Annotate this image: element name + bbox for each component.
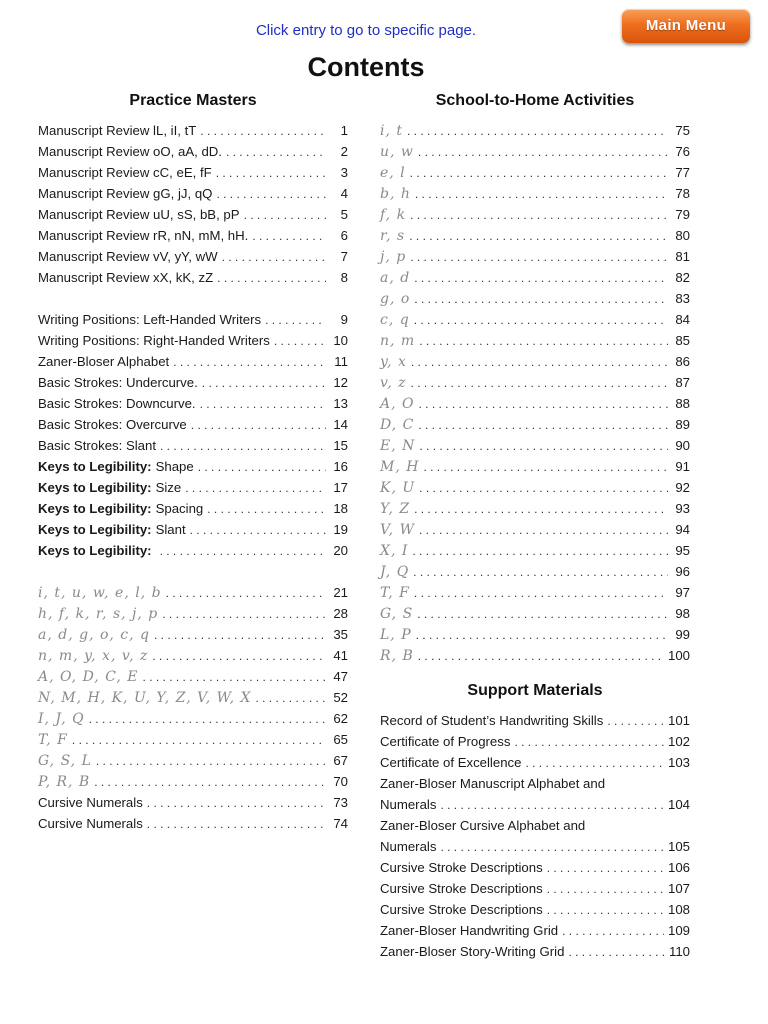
dot-leader [94,772,326,793]
toc-entry[interactable] [380,878,690,899]
entry-label [38,498,203,519]
entry-label: I, J, Q [38,711,85,727]
entry-page-number: 10 [333,333,348,348]
dot-leader [166,583,326,604]
entry-label: i, t, u, w, e, l, b [38,585,162,601]
entry-label-prefix: Keys to Legibility: [38,480,152,495]
toc-entry[interactable] [38,813,348,834]
entry-label: J, Q [380,564,410,580]
school-home-column [380,90,690,962]
toc-entry[interactable] [380,456,690,477]
entry-label: a, d, g, o, c, q [38,627,151,643]
dot-leader [419,436,668,457]
dot-leader [185,478,326,499]
entry-page-number: 92 [675,480,690,495]
dot-leader [412,541,668,562]
entry-label: Cursive Numerals [38,795,143,810]
entry-label: R, B [380,648,414,664]
entry-page-number: 101 [667,713,690,728]
entry-page-number: 109 [667,923,690,938]
entry-label: L, P [380,627,412,643]
entry-label: V, W [380,522,415,538]
toc-entry[interactable] [38,225,348,246]
dot-leader [160,541,326,562]
entry-label: Manuscript Review oO, aA, dD. [38,144,222,159]
toc-entry[interactable] [38,162,348,183]
entry-label: Zaner-Bloser Alphabet [38,354,170,369]
dot-leader [222,247,326,268]
entry-label: Manuscript Review gG, jJ, qQ [38,186,213,201]
entry-label: Cursive Stroke Descriptions [380,860,543,875]
toc-entry[interactable] [38,750,348,771]
entry-page-number: 1 [340,123,348,138]
entry-label: Basic Strokes: Undercurve. [38,375,198,390]
entry-label: a, d [380,270,411,286]
entry-label: A, O [380,396,415,412]
entry-label: i, t [380,123,404,139]
entry-page-number: 83 [675,291,690,306]
dot-leader [419,331,668,352]
toc-entry[interactable] [38,708,348,729]
dot-leader [414,268,668,289]
entry-label: Writing Positions: Left-Handed Writers [38,312,262,327]
dot-leader [419,394,669,415]
entry-page-number: 103 [667,755,690,770]
toc-entry[interactable] [380,731,690,752]
entry-label: Basic Strokes: Slant [38,438,157,453]
toc-entry[interactable] [380,414,690,435]
entry-page-number: 95 [675,543,690,558]
entry-page-number: 102 [667,734,690,749]
entry-page-number: 7 [340,249,348,264]
entry-label: c, q [380,312,410,328]
dot-leader [419,520,668,541]
entry-page-number: 78 [675,186,690,201]
toc-entry[interactable] [38,141,348,162]
entry-page-number: 96 [675,564,690,579]
toc-entry[interactable] [38,267,348,288]
support-materials-heading: Support Materials [467,682,603,699]
entry-page-number: 65 [333,732,348,747]
entry-label: n, m, y, x, v, z [38,648,149,664]
dot-leader [207,499,326,520]
toc-entry[interactable] [380,941,690,962]
toc-entry[interactable] [38,687,348,708]
support-materials-list [380,710,690,962]
dot-leader [96,751,326,772]
entry-label: Manuscript Review rR, nN, mM, hH. [38,228,249,243]
entry-label: y, x [380,354,407,370]
dot-leader [423,457,668,478]
dot-leader [415,184,668,205]
entry-label-text: Slant [155,522,186,537]
entry-label: Zaner-Bloser Story-Writing Grid [380,944,565,959]
entry-page-number: 12 [333,375,348,390]
entry-label-prefix: Keys to Legibility: [38,501,152,516]
entry-page-number: 9 [340,312,348,327]
entry-page-number: 106 [667,860,690,875]
entry-page-number: 67 [333,753,348,768]
entry-page-number: 89 [675,417,690,432]
toc-entry[interactable] [380,372,690,393]
entry-label [38,456,194,477]
toc-entry[interactable] [38,414,348,435]
entry-page-number: 16 [333,459,348,474]
dot-leader [216,163,326,184]
entry-label: j, p [380,249,407,265]
dot-leader [440,795,664,816]
toc-entry[interactable] [380,519,690,540]
dot-leader [418,415,668,436]
dot-leader [411,352,668,373]
dot-leader [407,121,668,142]
dot-leader [547,858,664,879]
entry-label: Numerals [380,839,437,854]
toc-entry[interactable] [380,920,690,941]
dot-leader [411,373,668,394]
toc-entry[interactable] [38,330,348,351]
entry-label: u, w [380,144,414,160]
dot-leader [160,436,326,457]
entry-label: P, R, B [38,774,91,790]
toc-entry[interactable] [38,204,348,225]
dot-leader [414,289,668,310]
entry-page-number: 21 [333,585,348,600]
school-home-heading: School-to-Home Activities [435,92,635,109]
dot-leader [200,394,326,415]
toc-entry[interactable] [380,225,690,246]
entry-label: Certificate of Excellence [380,755,522,770]
entry-page-number: 105 [667,839,690,854]
toc-entry[interactable] [380,857,690,878]
dot-leader [216,184,326,205]
dot-leader [198,457,326,478]
toc-entry[interactable] [38,477,348,498]
entry-label: X, I [380,543,409,559]
toc-entry[interactable] [380,393,690,414]
toc-entry[interactable] [38,435,348,456]
toc-entry[interactable] [38,456,348,477]
entry-label: Manuscript Review xX, kK, zZ [38,270,214,285]
practice-masters-list [38,120,348,834]
entry-page-number: 19 [333,522,348,537]
main-menu-button[interactable]: Main Menu [622,9,750,43]
dot-leader [418,142,668,163]
entry-label: G, S [380,606,414,622]
entry-label: Numerals [380,797,437,812]
entry-page-number: 98 [675,606,690,621]
dot-leader [72,730,326,751]
entry-label: T, F [380,585,410,601]
entry-page-number: 15 [333,438,348,453]
dot-leader [410,163,668,184]
toc-entry[interactable] [380,204,690,225]
entry-label: h, f, k, r, s, j, p [38,606,159,622]
entry-label-prefix: Keys to Legibility: [38,522,152,537]
dot-leader [419,478,668,499]
entry-page-number: 76 [675,144,690,159]
toc-entry[interactable] [380,246,690,267]
entry-page-number: 47 [333,669,348,684]
dot-leader [410,247,668,268]
dot-leader [147,814,326,835]
toc-entry[interactable] [38,792,348,813]
toc-entry[interactable] [38,351,348,372]
entry-label: Cursive Stroke Descriptions [380,881,543,896]
toc-entry[interactable] [380,267,690,288]
dot-leader [568,942,665,963]
entry-page-number: 11 [334,354,348,369]
entry-page-number: 62 [333,711,348,726]
toc-entry[interactable] [380,899,690,920]
toc-entry[interactable] [380,582,690,603]
entry-label: Basic Strokes: Downcurve. [38,396,196,411]
toc-entry[interactable] [38,393,348,414]
dot-leader [244,205,326,226]
entry-page-number: 14 [333,417,348,432]
toc-entry[interactable] [380,120,690,141]
entry-label [38,477,181,498]
entry-label: Zaner-Bloser Handwriting Grid [380,923,559,938]
toc-entry[interactable] [38,603,348,624]
entry-label-text: Shape [155,459,194,474]
entry-label-line[interactable]: Zaner-Bloser Cursive Alphabet and [380,818,586,833]
dot-leader [413,562,668,583]
dot-leader [152,646,326,667]
dot-leader [547,900,664,921]
dot-leader [217,268,326,289]
entry-page-number: 86 [675,354,690,369]
entry-label-prefix: Keys to Legibility: [38,543,152,558]
toc-entry[interactable] [380,141,690,162]
toc-entry[interactable] [38,540,348,561]
entry-page-number: 99 [675,627,690,642]
entry-page-number: 94 [675,522,690,537]
entry-page-number: 88 [675,396,690,411]
toc-entry[interactable] [380,836,690,857]
toc-entry[interactable] [38,645,348,666]
dot-leader [200,121,326,142]
toc-entry[interactable] [380,794,690,815]
toc-entry[interactable] [380,561,690,582]
toc-entry[interactable] [38,183,348,204]
entry-page-number: 3 [340,165,348,180]
entry-page-number: 91 [675,459,690,474]
entry-label [38,519,186,540]
entry-page-number: 100 [667,648,690,663]
entry-page-number: 77 [675,165,690,180]
entry-label: Writing Positions: Right-Handed Writers [38,333,270,348]
toc-entry[interactable] [38,582,348,603]
entry-label: b, h [380,186,411,202]
entry-label-text: Spacing [155,501,204,516]
toc-entry[interactable] [380,435,690,456]
entry-page-number: 28 [333,606,348,621]
dot-leader [147,793,326,814]
entry-label: K, U [380,480,416,496]
dot-leader [514,732,664,753]
dot-leader [607,711,664,732]
dot-leader [173,352,326,373]
toc-entry[interactable] [380,477,690,498]
toc-entry[interactable] [38,372,348,393]
entry-label: T, F [38,732,68,748]
entry-page-number: 90 [675,438,690,453]
entry-page-number: 79 [675,207,690,222]
entry-label: n, m [380,333,416,349]
entry-page-number: 74 [333,816,348,831]
dot-leader [255,688,326,709]
page-title: Contents [307,52,425,82]
entry-label [38,540,156,561]
toc-entry[interactable] [380,498,690,519]
school-home-list [380,120,690,666]
dot-leader [562,921,664,942]
practice-masters-heading: Practice Masters [129,92,257,109]
entry-page-number: 41 [333,648,348,663]
entry-label: D, C [380,417,415,433]
entry-label: E, N [380,438,416,454]
entry-page-number: 93 [675,501,690,516]
entry-page-number: 35 [333,627,348,642]
entry-page-number: 81 [675,249,690,264]
dot-leader [274,331,326,352]
practice-masters-column [38,90,348,834]
toc-entry[interactable] [380,309,690,330]
toc-entry[interactable] [380,330,690,351]
dot-leader [416,625,668,646]
entry-label: N, M, H, K, U, Y, Z, V, W, X [38,690,252,706]
dot-leader [252,226,326,247]
toc-entry[interactable] [380,183,690,204]
entry-label: M, H [380,459,420,475]
instruction-hint: Click entry to go to specific page. [255,22,477,39]
entry-page-number: 73 [333,795,348,810]
entry-label: Manuscript Review vV, yY, wW [38,249,218,264]
toc-entry[interactable] [380,540,690,561]
dot-leader [414,583,668,604]
entry-page-number: 5 [340,207,348,222]
entry-label: Cursive Numerals [38,816,143,831]
entry-page-number: 18 [333,501,348,516]
entry-page-number: 87 [675,375,690,390]
entry-page-number: 84 [675,312,690,327]
toc-entry[interactable] [38,519,348,540]
dot-leader [202,373,326,394]
entry-page-number: 110 [668,944,690,959]
toc-entry[interactable] [38,624,348,645]
entry-page-number: 13 [333,396,348,411]
entry-label-line[interactable]: Zaner-Bloser Manuscript Alphabet and [380,776,606,791]
entry-page-number: 17 [333,480,348,495]
dot-leader [440,837,664,858]
toc-entry[interactable] [38,498,348,519]
toc-entry[interactable] [38,771,348,792]
entry-label: e, l [380,165,406,181]
entry-label: v, z [380,375,407,391]
entry-page-number: 75 [675,123,690,138]
entry-page-number: 4 [340,186,348,201]
entry-page-number: 97 [675,585,690,600]
dot-leader [525,753,664,774]
entry-label: Manuscript Review cC, eE, fF [38,165,212,180]
entry-page-number: 2 [340,144,348,159]
entry-page-number: 104 [667,797,690,812]
entry-page-number: 80 [675,228,690,243]
entry-page-number: 8 [340,270,348,285]
entry-page-number: 107 [667,881,690,896]
entry-page-number: 70 [333,774,348,789]
entry-label: Manuscript Review uU, sS, bB, pP [38,207,240,222]
toc-entry[interactable] [38,666,348,687]
toc-entry[interactable] [380,624,690,645]
entry-page-number: 108 [667,902,690,917]
entry-label: r, s [380,228,406,244]
dot-leader [162,604,326,625]
dot-leader [409,226,668,247]
entry-label: f, k [380,207,407,223]
entry-label: A, O, D, C, E [38,669,139,685]
dot-leader [265,310,326,331]
dot-leader [414,499,668,520]
entry-page-number: 85 [675,333,690,348]
toc-entry[interactable] [38,729,348,750]
entry-page-number: 6 [340,228,348,243]
entry-label: Cursive Stroke Descriptions [380,902,543,917]
toc-entry[interactable] [380,162,690,183]
entry-label: Basic Strokes: Overcurve [38,417,187,432]
dot-leader [410,205,668,226]
toc-entry[interactable] [380,603,690,624]
entry-label: Y, Z [380,501,411,517]
dot-leader [417,604,668,625]
dot-leader [414,310,668,331]
dot-leader [154,625,326,646]
entry-label: g, o [380,291,411,307]
dot-leader [226,142,326,163]
toc-entry[interactable] [38,309,348,330]
dot-leader [191,415,326,436]
toc-entry[interactable] [380,288,690,309]
entry-label-text: Size [155,480,182,495]
dot-leader [190,520,326,541]
toc-entry[interactable] [380,710,690,731]
dot-leader [143,667,326,688]
toc-entry[interactable] [38,246,348,267]
dot-leader [418,646,664,667]
entry-label: Manuscript Review lL, iI, tT [38,123,197,138]
entry-page-number: 20 [333,543,348,558]
toc-entry[interactable] [380,351,690,372]
toc-entry[interactable] [380,645,690,666]
entry-label-prefix: Keys to Legibility: [38,459,152,474]
entry-page-number: 82 [675,270,690,285]
dot-leader [547,879,664,900]
entry-label: Certificate of Progress [380,734,511,749]
toc-entry[interactable] [380,752,690,773]
entry-label: Record of Student’s Handwriting Skills [380,713,604,728]
dot-leader [89,709,326,730]
entry-page-number: 52 [333,690,348,705]
toc-entry[interactable] [38,120,348,141]
entry-label: G, S, L [38,753,92,769]
